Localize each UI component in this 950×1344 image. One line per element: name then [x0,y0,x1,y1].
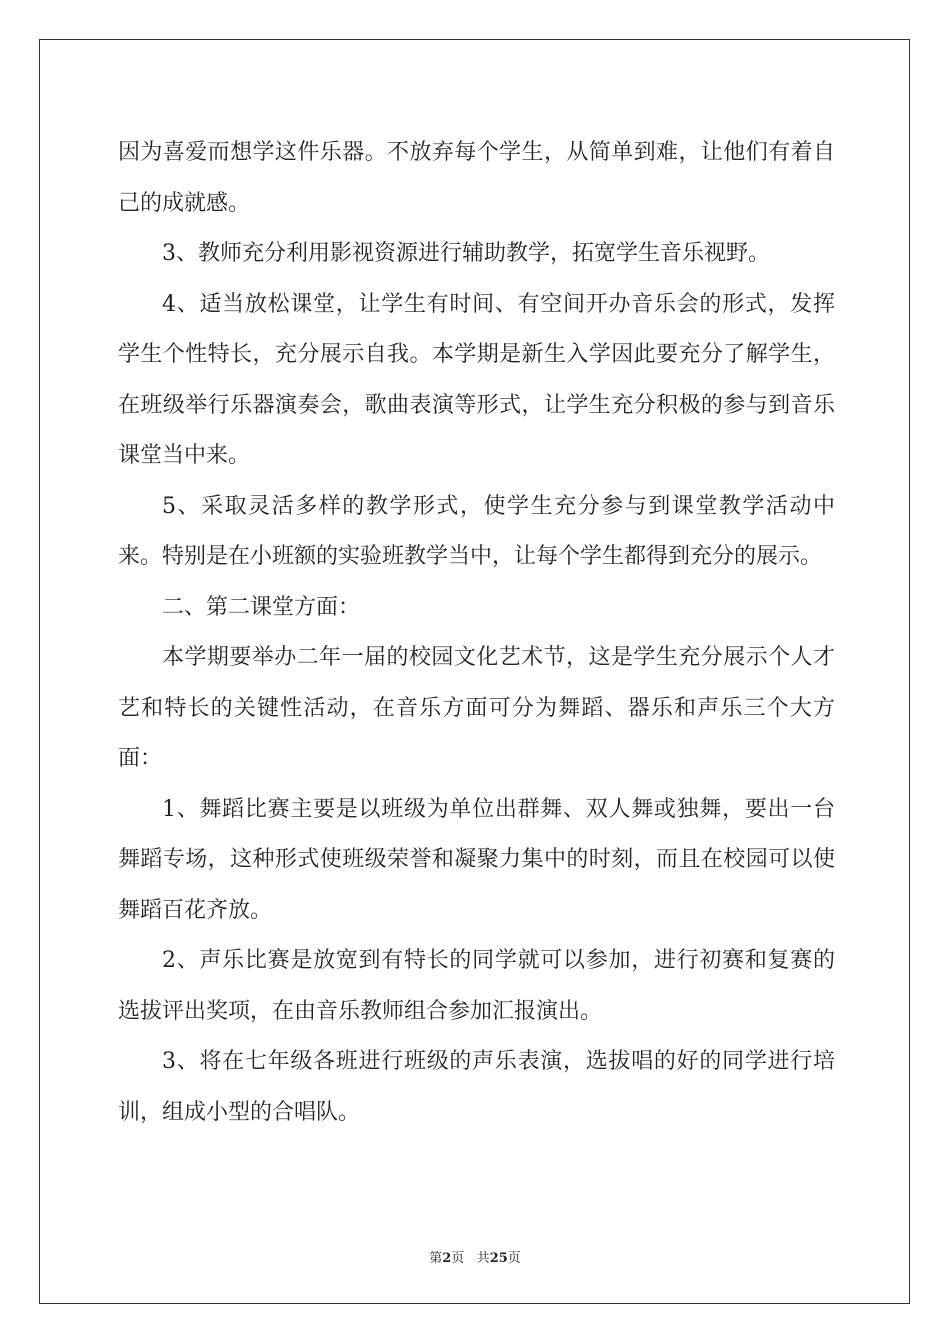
total-suffix: 页 [507,1251,521,1266]
total-prefix: 共 [476,1251,490,1266]
page-footer [0,1247,950,1266]
paragraph: 2、声乐比赛是放宽到有特长的同学就可以参加，进行初赛和复赛的选拔评出奖项，在由音乐教师组合参加汇报演出。 [118,948,835,1024]
page-number: 2 [442,1251,452,1266]
paragraph: 1、舞蹈比赛主要是以班级为单位出群舞、双人舞或独舞，要出一台舞蹈专场，这种形式使班级荣誉和凝聚力集中的时刻，而且在校园可以使舞蹈百花齐放。 [118,796,835,923]
page-suffix: 页 [451,1251,465,1266]
section-heading: 二、第二课堂方面： [162,594,361,620]
paragraph: 3、将在七年级各班进行班级的声乐表演，选拔唱的好的同学进行培训，组成小型的合唱队。 [118,1049,835,1125]
paragraph: 5、采取灵活多样的教学形式，使学生充分参与到课堂教学活动中来。特别是在小班额的实验班教学当中，让每个学生都得到充分的展示。 [118,493,835,569]
document-body [118,128,835,1138]
paragraph: 因为喜爱而想学这件乐器。不放弃每个学生，从简单到难，让他们有着自己的成就感。 [118,140,835,216]
page-prefix: 第 [429,1251,443,1266]
total-pages: 25 [489,1251,508,1266]
paragraph: 4、适当放松课堂，让学生有时间、有空间开办音乐会的形式，发挥学生个性特长，充分展示自我。本学期是新生入学因此要充分了解学生，在班级举行乐器演奏会，歌曲表演等形式，让学生充分积极的参与到音乐课堂当中来。 [118,291,835,468]
paragraph: 本学期要举办二年一届的校园文化艺术节，这是学生充分展示个人才艺和特长的关键性活动，在音乐方面可分为舞蹈、器乐和声乐三个大方面： [118,645,835,771]
paragraph: 3、教师充分利用影视资源进行辅助教学，拓宽学生音乐视野。 [162,241,770,266]
